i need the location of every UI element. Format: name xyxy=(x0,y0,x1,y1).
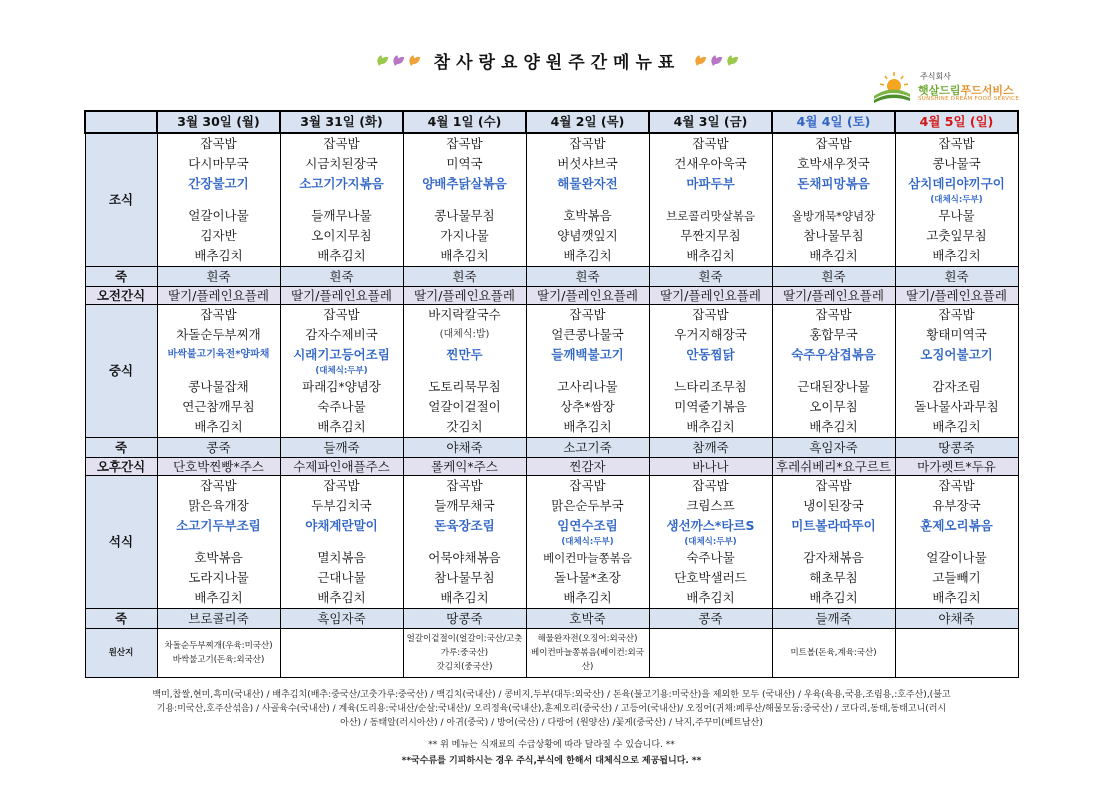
dish-item: 얼갈이나물 xyxy=(188,208,249,223)
dish-item: 배추김치 xyxy=(440,590,489,605)
juk-row-afternoon xyxy=(85,438,1018,458)
dish-item: 브로콜리맛살볶음 xyxy=(666,209,755,223)
snack-cell: 바나나 xyxy=(649,458,772,476)
dish-item: 배추김치 xyxy=(809,248,858,263)
dish-item: 다시마무국 xyxy=(188,156,249,171)
dish-item: 얼갈이겉절이 xyxy=(428,399,501,414)
dish-item: 황태미역국 xyxy=(926,327,987,342)
row-label-origin: 원산지 xyxy=(85,629,157,678)
spacer xyxy=(281,194,403,206)
dish-item: 배추김치 xyxy=(686,419,735,434)
snack-cell: 딸기/플레인요플레 xyxy=(649,287,772,305)
juk-cell: 콩죽 xyxy=(157,438,280,458)
row-label-juk: 죽 xyxy=(85,609,157,629)
spacer xyxy=(650,194,772,206)
juk-cell: 야채죽 xyxy=(895,609,1018,629)
snack-cell: 딸기/플레인요플레 xyxy=(280,287,403,305)
origin-cell: 얼갈이겉절이(얼갈이:국산/고춧가루:중국산) 갓김치(중국산) xyxy=(403,629,526,678)
juk-cell: 참깨죽 xyxy=(649,438,772,458)
main-dish: 해물완자전 xyxy=(557,176,618,191)
dish-item: 얼갈이나물 xyxy=(926,550,987,565)
dish-item: 올방개묵*양념장 xyxy=(791,209,876,223)
dish-item: 감자조림 xyxy=(932,379,981,394)
spacer xyxy=(527,365,649,377)
corner-cell xyxy=(85,111,157,133)
dish-item: 가지나물 xyxy=(440,228,489,243)
dish-item: 잡곡밥 xyxy=(200,307,237,322)
dish-item: 배추김치 xyxy=(317,419,366,434)
spacer xyxy=(896,365,1018,377)
dish-item: 근대나물 xyxy=(317,570,366,585)
origin-cell xyxy=(649,629,772,678)
dish-item: 상추*쌈장 xyxy=(560,399,615,414)
main-dish: 찐만두 xyxy=(446,347,483,362)
row-label-lunch: 중식 xyxy=(85,305,157,438)
dish-item: 고춧잎무침 xyxy=(926,228,987,243)
main-dish: 들깨백불고기 xyxy=(551,347,624,362)
spacer xyxy=(404,194,526,206)
snack-cell: 찐감자 xyxy=(526,458,649,476)
spacer xyxy=(158,536,280,548)
snack-cell: 롤케익*주스 xyxy=(403,458,526,476)
snack-cell: 딸기/플레인요플레 xyxy=(157,287,280,305)
dish-item: 배추김치 xyxy=(932,419,981,434)
origin-cell: 해물완자전(오징어:외국산) 베이컨마늘쫑볶음(베이컨:외국산) xyxy=(526,629,649,678)
dish-item: 고들빼기 xyxy=(932,570,981,585)
dish-item: 바지락칼국수 xyxy=(428,307,501,322)
dish-item: 단호박샐러드 xyxy=(674,570,747,585)
breakfast-cell xyxy=(649,133,772,267)
logo-prefix: 주식회사 xyxy=(920,72,951,81)
logo-name: 햇살드림푸드서비스 xyxy=(918,84,1014,97)
row-label-pm-snack: 오후간식 xyxy=(85,458,157,476)
dish-item: 배추김치 xyxy=(440,248,489,263)
origin-cell xyxy=(895,629,1018,678)
dinner-row xyxy=(85,476,1018,609)
row-label-dinner: 석식 xyxy=(85,476,157,609)
main-dish: 생선까스*타르S xyxy=(666,518,755,533)
dish-item: 잡곡밥 xyxy=(200,136,237,151)
noodle-substitute-note: **국수류를 기피하시는 경우 주식,부식에 한해서 대체식으로 제공됩니다. ** xyxy=(401,756,702,766)
main-dish: 숙주우삼겹볶음 xyxy=(791,347,876,362)
main-dish: 양배추닭살볶음 xyxy=(422,176,507,191)
row-label-breakfast: 조식 xyxy=(85,133,157,267)
snack-cell: 마가렛트*두유 xyxy=(895,458,1018,476)
dinner-cell xyxy=(403,476,526,609)
leaf-icon xyxy=(377,56,387,70)
snack-cell: 수제파인애플주스 xyxy=(280,458,403,476)
dish-item: 배추김치 xyxy=(317,590,366,605)
dish-item: 잡곡밥 xyxy=(815,478,852,493)
substitute-note: (대체식:두부) xyxy=(930,195,983,205)
dish-item: 잡곡밥 xyxy=(938,136,975,151)
juk-cell: 흰죽 xyxy=(649,267,772,287)
dish-item: 배추김치 xyxy=(932,248,981,263)
dish-item: 갓김치 xyxy=(446,419,483,434)
main-dish: 돈채피망볶음 xyxy=(797,176,870,191)
snack-cell: 딸기/플레인요플레 xyxy=(895,287,1018,305)
dish-item: 무짠지무침 xyxy=(680,228,741,243)
dish-item: 맑은육개장 xyxy=(188,498,249,513)
dish-item: 어묵야채볶음 xyxy=(428,550,501,565)
menu-change-note: ** 위 메뉴는 식재료의 수급상황에 따라 달라질 수 있습니다. ** xyxy=(428,740,675,750)
main-dish: 간장불고기 xyxy=(188,176,249,191)
dish-item: 들깨무나물 xyxy=(311,208,372,223)
dish-item: 콩나물잡채 xyxy=(188,379,249,394)
dish-item: 배추김치 xyxy=(809,419,858,434)
breakfast-cell xyxy=(772,133,895,267)
leaf-icon xyxy=(409,56,419,70)
juk-cell: 흰죽 xyxy=(526,267,649,287)
juk-row-morning xyxy=(85,267,1018,287)
leaf-icon xyxy=(727,56,737,70)
juk-cell: 땅콩죽 xyxy=(895,438,1018,458)
dish-item: 잡곡밥 xyxy=(569,136,606,151)
spacer xyxy=(896,536,1018,548)
dinner-cell xyxy=(157,476,280,609)
origin-cell: 미트볼(돈육,계육:국산) xyxy=(772,629,895,678)
lunch-row xyxy=(85,305,1018,438)
juk-cell: 땅콩죽 xyxy=(403,609,526,629)
juk-cell: 흰죽 xyxy=(157,267,280,287)
spacer xyxy=(281,536,403,548)
header-row xyxy=(85,111,1018,133)
lunch-cell xyxy=(895,305,1018,438)
spacer xyxy=(773,536,895,548)
dish-item: 잡곡밥 xyxy=(446,478,483,493)
dish-item: 감자수제비국 xyxy=(305,327,378,342)
main-dish: 시래기고등어조림 xyxy=(293,347,390,362)
substitute-note: (대체식:두부) xyxy=(684,537,737,547)
dish-item: 파래김*양념장 xyxy=(302,379,381,394)
dish-item: 잡곡밥 xyxy=(200,478,237,493)
lunch-cell xyxy=(526,305,649,438)
main-dish: 마파두부 xyxy=(686,176,735,191)
dish-item: 콩나물국 xyxy=(932,156,981,171)
lunch-cell xyxy=(403,305,526,438)
snack-cell: 단호박찐빵*주스 xyxy=(157,458,280,476)
dish-item: 유부장국 xyxy=(932,498,981,513)
dish-item: 들깨무채국 xyxy=(434,498,495,513)
main-dish: 미트볼라따뚜이 xyxy=(791,518,876,533)
breakfast-cell xyxy=(403,133,526,267)
lunch-cell xyxy=(157,305,280,438)
juk-cell: 콩죽 xyxy=(649,609,772,629)
dish-item: 잡곡밥 xyxy=(692,307,729,322)
dish-item: 베이컨마늘쫑볶음 xyxy=(543,551,632,565)
breakfast-cell xyxy=(157,133,280,267)
dish-item: 잡곡밥 xyxy=(446,136,483,151)
company-logo xyxy=(868,68,1028,108)
dish-item: 김자반 xyxy=(200,228,237,243)
dish-item: 해초무침 xyxy=(809,570,858,585)
origin-cell xyxy=(280,629,403,678)
dish-item: 잡곡밥 xyxy=(938,307,975,322)
dish-item: 건새우아욱국 xyxy=(674,156,747,171)
spacer xyxy=(773,194,895,206)
dish-item: 배추김치 xyxy=(194,248,243,263)
day-header: 3월 30일 (월) xyxy=(157,111,280,133)
dish-item: 크림스프 xyxy=(686,498,735,513)
snack-cell: 후레쉬베리*요구르트 xyxy=(772,458,895,476)
leaf-icon xyxy=(695,56,705,70)
dish-item: 잡곡밥 xyxy=(692,136,729,151)
row-label-juk: 죽 xyxy=(85,267,157,287)
dish-item: 배추김치 xyxy=(809,590,858,605)
dish-item: 감자채볶음 xyxy=(803,550,864,565)
dish-item: 호박볶음 xyxy=(194,550,243,565)
main-dish: 돈육장조림 xyxy=(434,518,495,533)
dish-item: (대체식:밥) xyxy=(439,329,490,340)
day-header: 4월 2일 (목) xyxy=(526,111,649,133)
lunch-cell xyxy=(280,305,403,438)
dish-item: 미역국 xyxy=(446,156,483,171)
spacer xyxy=(158,194,280,206)
dish-item: 얼큰콩나물국 xyxy=(551,327,624,342)
dish-item: 콩나물무침 xyxy=(434,208,495,223)
dish-item: 숙주나물 xyxy=(686,550,735,565)
spacer xyxy=(404,536,526,548)
main-dish: 삼치데리야끼구이 xyxy=(908,176,1005,191)
juk-cell: 흰죽 xyxy=(280,267,403,287)
spacer xyxy=(527,194,649,206)
main-dish: 훈제오리볶음 xyxy=(920,518,993,533)
spacer xyxy=(773,365,895,377)
dish-item: 숙주나물 xyxy=(317,399,366,414)
breakfast-cell xyxy=(895,133,1018,267)
snack-cell: 딸기/플레인요플레 xyxy=(403,287,526,305)
juk-row-evening xyxy=(85,609,1018,629)
dish-item: 홍합무국 xyxy=(809,327,858,342)
breakfast-cell xyxy=(280,133,403,267)
lunch-cell xyxy=(772,305,895,438)
dish-item: 도토리묵무침 xyxy=(428,379,501,394)
day-header-saturday: 4월 4일 (토) xyxy=(772,111,895,133)
main-dish: 소고기가지볶음 xyxy=(299,176,384,191)
snack-cell: 딸기/플레인요플레 xyxy=(526,287,649,305)
dish-item: 배추김치 xyxy=(686,590,735,605)
dinner-cell xyxy=(280,476,403,609)
dinner-cell xyxy=(895,476,1018,609)
dish-item: 우거지해장국 xyxy=(674,327,747,342)
origin-footnote: 백미,찹쌀,현미,흑미(국내산) / 배추김치(배추:중국산/고춧가루:중국산) / 백김치(국내산) / 콩비지,두부(대두:외국산) / 돈육(불고기용:미국산)을 제외한 모두 (국내산) / 우육(육용,국용,조림용,:호주산),(불고 기용:미국산,호주산섞음) / 사골육수(국내산) / 계육(도리용:국내산/순살:국내산)/ 오리정육(국내산),훈제오리(중국산) / 고등어(국내산)/ 오징어(귀채:페루산/해물모둠:중국산) / 코다리,동태,동태고니(러시 아산) / 동태알(러시아산) / 아귀(중국) / 방어(국산) / 다랑어 (원양산) /꽃게(중국산) / 낙지,주꾸미(베트남산) xyxy=(152,690,951,728)
juk-cell: 흰죽 xyxy=(772,267,895,287)
origin-row xyxy=(85,629,1018,678)
substitute-note: (대체식:두부) xyxy=(561,537,614,547)
juk-cell: 브로콜리죽 xyxy=(157,609,280,629)
leaf-icon xyxy=(711,56,721,70)
spacer xyxy=(404,365,526,377)
dinner-cell xyxy=(772,476,895,609)
day-header: 4월 3일 (금) xyxy=(649,111,772,133)
juk-cell: 소고기죽 xyxy=(526,438,649,458)
dish-item: 잡곡밥 xyxy=(569,478,606,493)
main-dish: 야채계란말이 xyxy=(305,518,378,533)
origin-cell: 차돌순두부찌개(우육:미국산) 바싹불고기(돈육:외국산) xyxy=(157,629,280,678)
dish-item: 잡곡밥 xyxy=(815,307,852,322)
logo-english: SUNSHINE DREAM FOOD SERVICE xyxy=(918,96,1020,102)
dish-item: 배추김치 xyxy=(563,590,612,605)
dish-item: 미역줄기볶음 xyxy=(674,399,747,414)
day-header-sunday: 4월 5일 (일) xyxy=(895,111,1018,133)
dish-item: 멸치볶음 xyxy=(317,550,366,565)
leaf-icon xyxy=(393,56,403,70)
dish-item: 잡곡밥 xyxy=(569,307,606,322)
dinner-cell xyxy=(526,476,649,609)
dish-item: 시금치된장국 xyxy=(305,156,378,171)
dish-item: 잡곡밥 xyxy=(323,478,360,493)
dish-item: 도라지나물 xyxy=(188,570,249,585)
dish-item: 맑은순두부국 xyxy=(551,498,624,513)
dish-item: 무나물 xyxy=(938,208,975,223)
dish-item: 연근참깨무침 xyxy=(182,399,255,414)
dish-item: 배추김치 xyxy=(317,248,366,263)
dish-item: 양념깻잎지 xyxy=(557,228,618,243)
lunch-cell xyxy=(649,305,772,438)
dish-item: 참나물무침 xyxy=(803,228,864,243)
day-header: 3월 31일 (화) xyxy=(280,111,403,133)
dish-item: 배추김치 xyxy=(194,419,243,434)
substitute-note: (대체식:두부) xyxy=(315,366,368,376)
day-header: 4월 1일 (수) xyxy=(403,111,526,133)
juk-cell: 흰죽 xyxy=(403,267,526,287)
dish-item: 배추김치 xyxy=(563,419,612,434)
dish-item: 돌나물*초장 xyxy=(554,570,621,585)
dish-item: 느타리조무침 xyxy=(674,379,747,394)
dish-item: 잡곡밥 xyxy=(692,478,729,493)
dish-item: 호박볶음 xyxy=(563,208,612,223)
dish-item: 배추김치 xyxy=(563,248,612,263)
dish-item: 참나물무침 xyxy=(434,570,495,585)
dish-item: 두부김치국 xyxy=(311,498,372,513)
dish-item: 잡곡밥 xyxy=(938,478,975,493)
main-dish: 소고기두부조림 xyxy=(176,518,261,533)
dish-item: 배추김치 xyxy=(194,590,243,605)
dish-item: 배추김치 xyxy=(932,590,981,605)
juk-cell: 들깨죽 xyxy=(280,438,403,458)
dish-item: 배추김치 xyxy=(686,248,735,263)
main-dish: 임연수조림 xyxy=(557,518,618,533)
juk-cell: 호박죽 xyxy=(526,609,649,629)
dish-item: 버섯샤브국 xyxy=(557,156,618,171)
dish-item: 냉이된장국 xyxy=(803,498,864,513)
dish-item: 오이무침 xyxy=(809,399,858,414)
dinner-cell xyxy=(649,476,772,609)
dish-item: 오이지무침 xyxy=(311,228,372,243)
weekly-menu-table xyxy=(84,110,1019,678)
dish-item: 잡곡밥 xyxy=(323,307,360,322)
title-text: 참사랑요양원주간메뉴표 xyxy=(433,53,681,73)
juk-cell: 흰죽 xyxy=(895,267,1018,287)
row-label-juk: 죽 xyxy=(85,438,157,458)
sunshine-logo-icon xyxy=(872,70,912,104)
dish-item: 차돌순두부찌개 xyxy=(176,327,261,342)
main-dish: 오징어불고기 xyxy=(920,347,993,362)
dish-item: 호박새우젓국 xyxy=(797,156,870,171)
am-snack-row xyxy=(85,287,1018,305)
spacer xyxy=(158,365,280,377)
main-dish: 안동찜닭 xyxy=(686,347,735,362)
main-dish: 바싹불고기육전*양파채 xyxy=(167,349,270,360)
juk-cell: 흑임자죽 xyxy=(280,609,403,629)
spacer xyxy=(650,365,772,377)
juk-cell: 야채죽 xyxy=(403,438,526,458)
dish-item: 잡곡밥 xyxy=(323,136,360,151)
dish-item: 고사리나물 xyxy=(557,379,618,394)
juk-cell: 들깨죽 xyxy=(772,609,895,629)
dish-item: 잡곡밥 xyxy=(815,136,852,151)
dish-item: 돌나물사과무침 xyxy=(914,399,999,414)
juk-cell: 흑임자죽 xyxy=(772,438,895,458)
breakfast-row xyxy=(85,133,1018,267)
snack-cell: 딸기/플레인요플레 xyxy=(772,287,895,305)
breakfast-cell xyxy=(526,133,649,267)
dish-item: 근대된장나물 xyxy=(797,379,870,394)
row-label-am-snack: 오전간식 xyxy=(85,287,157,305)
pm-snack-row xyxy=(85,458,1018,476)
